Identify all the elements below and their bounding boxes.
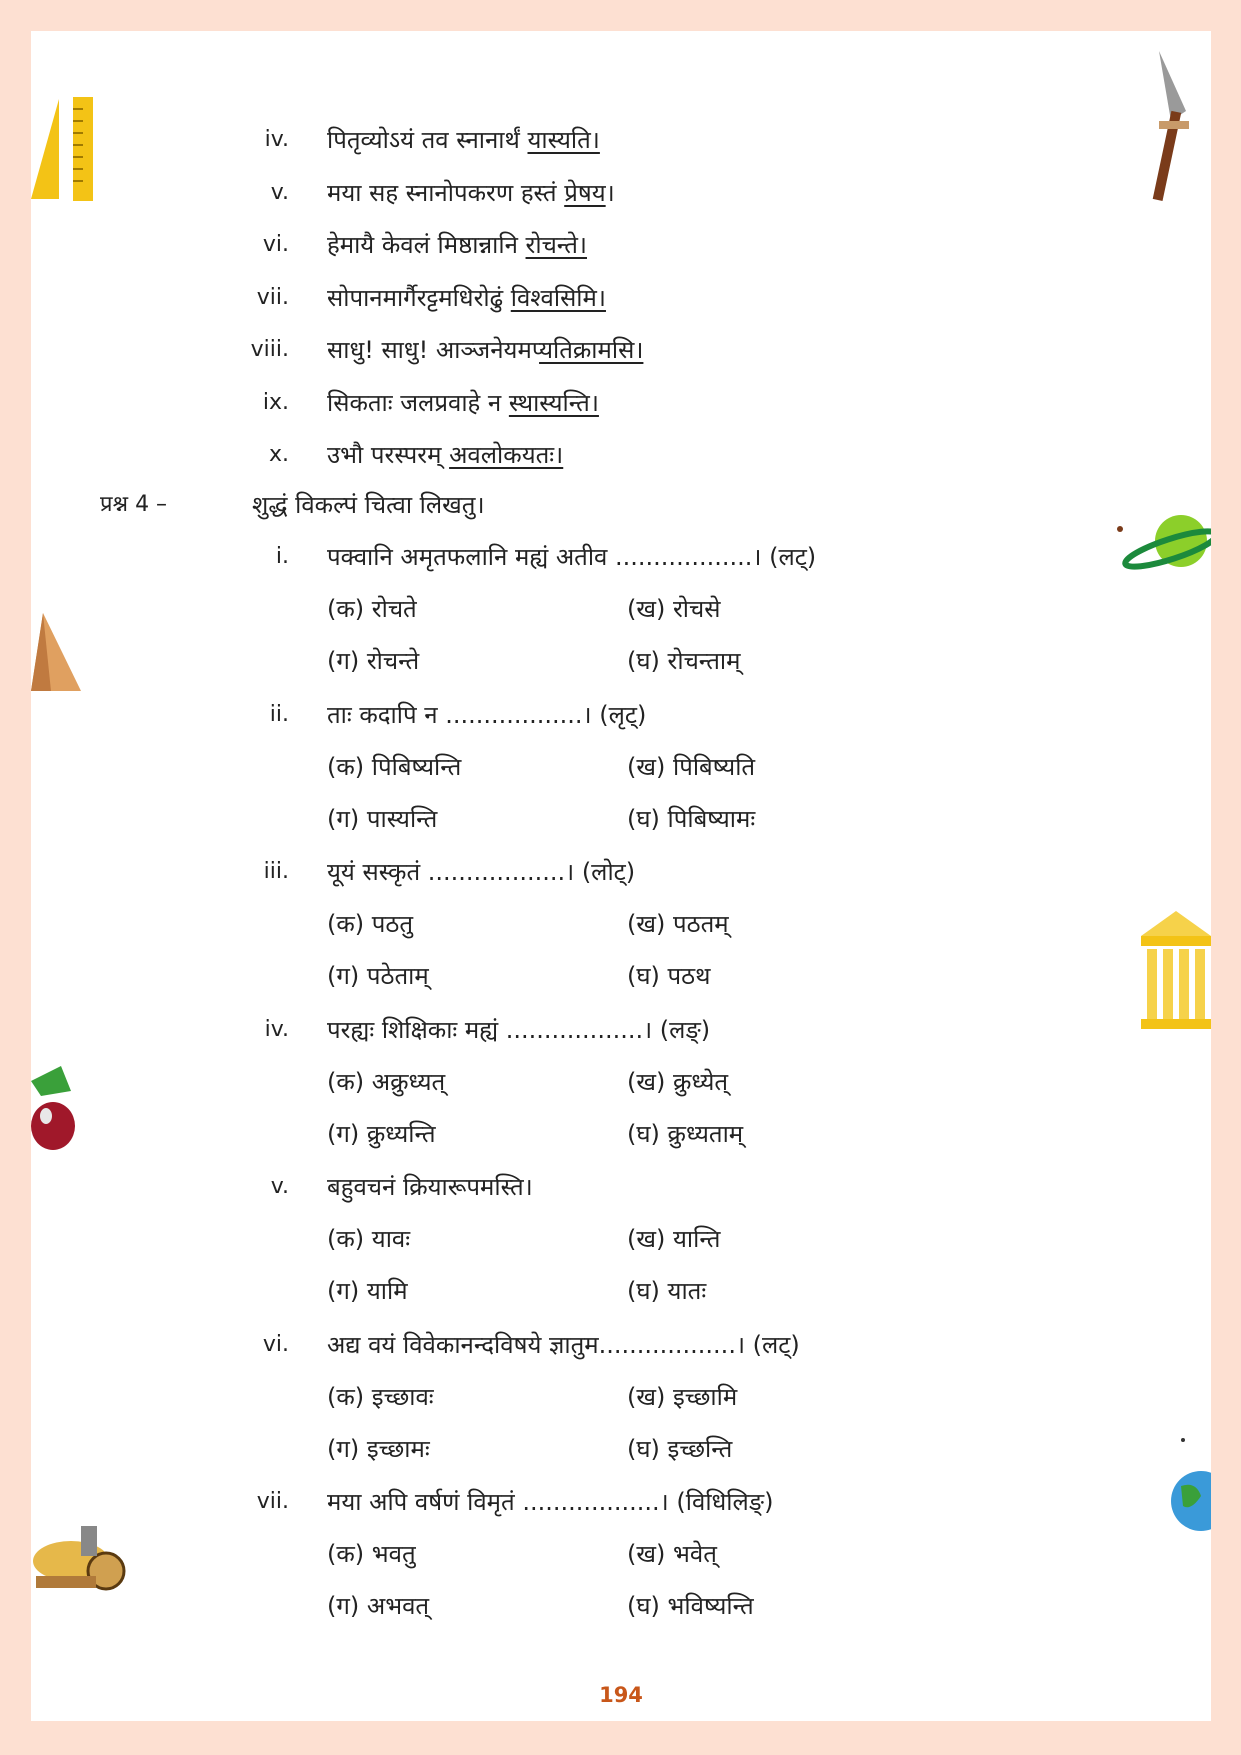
underlined-verb: यतिक्रामसि। [539, 336, 644, 364]
sentence-text: सिकताः जलप्रवाहे न [327, 388, 509, 417]
answer-option: (ख) पिबिष्यति [627, 752, 756, 781]
sentence-text: उभौ परस्परम् [327, 441, 450, 469]
temple-pillar-icon [1141, 911, 1211, 1031]
answer-option: (क) अक्रुध्यत् [327, 1067, 446, 1096]
question-number: vi. [262, 1331, 289, 1357]
question-text: मया अपि वर्षणं विमृतं ..................। (विधिलिङ्) [327, 1488, 774, 1516]
question-4-title: शुद्धं विकल्पं चित्वा लिखतु। [252, 491, 485, 519]
answer-option: (ग) यामि [327, 1277, 408, 1305]
sentence-text: साधु! साधु! आञ्जनेयमप् [327, 336, 540, 364]
answer-option: (क) भवतु [327, 1540, 416, 1568]
underlined-verb: स्थास्यन्ति। [508, 388, 599, 417]
stone-axe-icon [1141, 51, 1201, 201]
cannon-icon [31, 1506, 126, 1601]
sentence-text: सोपानमार्गैरट्टमधिरोढुं [327, 283, 511, 312]
sentence-text: हेमायै केवलं मिष्ठान्नानि [327, 231, 526, 259]
answer-option: (ग) इच्छामः [327, 1434, 430, 1463]
question-number: ii. [269, 701, 289, 727]
item-number: viii. [250, 337, 289, 362]
vegetable-icon [31, 1061, 91, 1161]
question-number: vii. [256, 1489, 289, 1514]
question-text: यूयं सस्कृतं ..................। (लोट्) [327, 858, 636, 886]
sentence [327, 439, 563, 471]
answer-option: (ख) भवेत् [627, 1540, 717, 1568]
answer-option: (क) पिबिष्यन्ति [327, 752, 462, 781]
answer-option: (ग) पास्यन्ति [327, 804, 438, 833]
answer-option: (ख) इच्छामि [627, 1382, 738, 1411]
answer-option: (घ) क्रुध्यताम् [627, 1119, 744, 1148]
planet-icon [1116, 511, 1211, 581]
underlined-verb: अवलोकयतः। [449, 441, 564, 469]
underlined-verb: विश्वसिमि। [510, 283, 606, 312]
item-number: vi. [262, 232, 289, 257]
sentence [327, 282, 606, 314]
item-number: ix. [262, 389, 289, 415]
item-number: vii. [256, 284, 289, 310]
pyramid-icon [31, 613, 86, 693]
question-text: परह्यः शिक्षिकाः मह्यं ..................। (लङ्) [327, 1015, 711, 1044]
question-number: v. [270, 1174, 289, 1199]
sentence [327, 124, 600, 156]
answer-option: (ग) क्रुध्यन्ति [327, 1119, 436, 1148]
sentence [327, 334, 643, 366]
underlined-verb: यास्यति। [527, 126, 600, 154]
sentence [327, 387, 599, 419]
answer-option: (ख) क्रुध्येत् [627, 1067, 729, 1096]
answer-option: (ख) रोचसे [627, 595, 721, 623]
page [31, 31, 1211, 1721]
answer-option: (ग) पठेताम् [327, 962, 429, 990]
answer-option: (क) इच्छावः [327, 1382, 434, 1411]
sentence-tail: । [605, 178, 615, 207]
item-number: v. [270, 179, 289, 205]
answer-option: (घ) पठथ [627, 962, 711, 990]
item-number: x. [268, 442, 289, 467]
answer-option: (घ) पिबिष्यामः [627, 804, 756, 833]
answer-option: (घ) इच्छन्ति [627, 1434, 733, 1463]
page-number: 194 [599, 1683, 643, 1707]
answer-option: (क) यावः [327, 1225, 411, 1253]
question-text: ताः कदापि न ..................। (लृट्) [327, 700, 647, 729]
ruler-triangle-icon [31, 89, 101, 204]
question-4-label: प्रश्न 4 – [100, 492, 168, 517]
answer-option: (ग) रोचन्ते [327, 647, 420, 675]
sentence [327, 229, 587, 261]
answer-option: (ग) अभवत् [327, 1592, 430, 1620]
item-number: iv. [264, 127, 289, 152]
question-text: पक्वानि अमृतफलानि मह्यं अतीव ..................। (लट्) [327, 543, 817, 571]
sentence [327, 177, 615, 209]
question-number: iii. [263, 859, 289, 884]
question-text: अद्य वयं विवेकानन्दविषये ज्ञातुम..................। (लट्) [327, 1330, 800, 1359]
answer-option: (घ) भविष्यन्ति [627, 1592, 754, 1620]
globe-icon [1161, 1436, 1211, 1531]
answer-option: (क) रोचते [327, 595, 417, 623]
underlined-verb: प्रेषय [564, 178, 606, 207]
answer-option: (ख) पठतम् [627, 910, 729, 938]
answer-option: (ख) यान्ति [627, 1225, 721, 1253]
question-number: i. [275, 544, 289, 569]
question-text: बहुवचनं क्रियारूपमस्ति। [327, 1173, 533, 1201]
underlined-verb: रोचन्ते। [525, 231, 587, 259]
question-number: iv. [264, 1016, 289, 1042]
sentence-text: पितृव्योऽयं तव स्नानार्थं [327, 126, 528, 154]
answer-option: (घ) रोचन्ताम् [627, 647, 741, 675]
answer-option: (घ) यातः [627, 1277, 707, 1305]
answer-option: (क) पठतु [327, 910, 414, 938]
sentence-text: मया सह स्नानोपकरण हस्तं [327, 178, 565, 207]
